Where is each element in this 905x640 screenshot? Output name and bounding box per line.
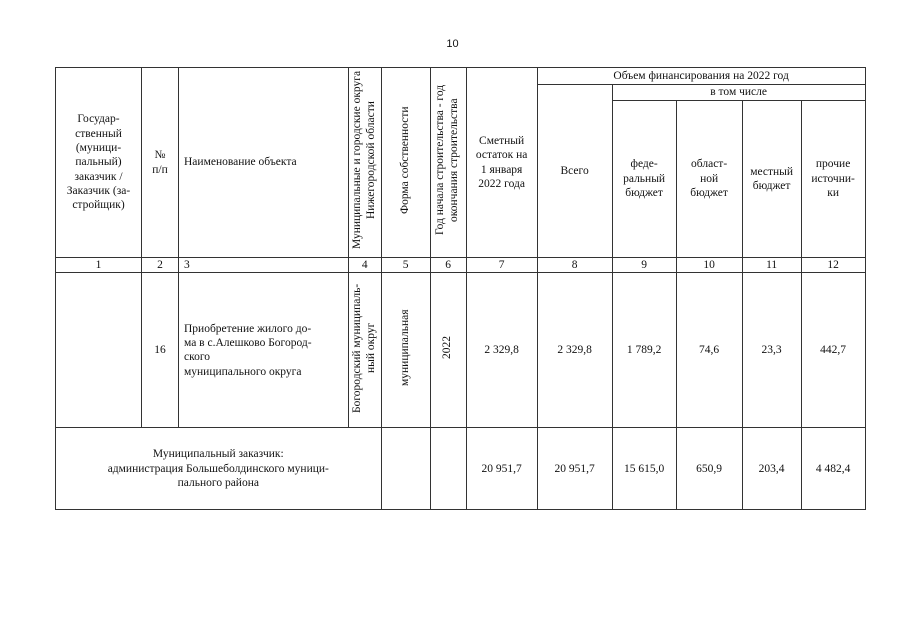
row-estimate: 2 329,8 <box>466 273 537 428</box>
column-number-row <box>56 258 866 273</box>
header-estimate: Сметный остаток на 1 января 2022 года <box>466 68 537 258</box>
row-federal: 1 789,2 <box>612 273 676 428</box>
header-ownership <box>381 68 430 258</box>
summary-empty-6 <box>430 428 466 510</box>
col-num-1: 1 <box>56 258 142 273</box>
row-years <box>430 273 466 428</box>
col-num-5: 5 <box>381 258 430 273</box>
col-num-12: 12 <box>801 258 865 273</box>
financing-table <box>55 67 866 510</box>
col-num-4: 4 <box>349 258 382 273</box>
row-municipality-text: Богородский муниципаль- ный округ <box>351 283 377 413</box>
header-num: № п/п <box>142 68 179 258</box>
header-local: местный бюджет <box>742 101 801 258</box>
header-including: в том числе <box>612 85 865 101</box>
col-num-7: 7 <box>466 258 537 273</box>
header-federal: феде- ральный бюджет <box>612 101 676 258</box>
table-row <box>56 273 866 428</box>
col-num-11: 11 <box>742 258 801 273</box>
header-years <box>430 68 466 258</box>
col-num-8: 8 <box>537 258 612 273</box>
col-num-9: 9 <box>612 258 676 273</box>
header-regional: област- ной бюджет <box>676 101 742 258</box>
row-customer <box>56 273 142 428</box>
header-years-text: Год начала строительства - год окончания строительства <box>434 85 461 236</box>
row-total: 2 329,8 <box>537 273 612 428</box>
row-num: 16 <box>142 273 179 428</box>
header-other: прочие источни- ки <box>801 101 865 258</box>
row-object-name: Приобретение жилого до- ма в с.Алешково Богород- ского муниципального округа <box>179 273 349 428</box>
header-customer: Государ- ственный (муници- пальный) заказчик / Заказчик (за- стройщик) <box>56 68 142 258</box>
page-number: 10 <box>446 38 459 50</box>
summary-regional: 650,9 <box>676 428 742 510</box>
summary-local: 203,4 <box>742 428 801 510</box>
header-municipality-text: Муниципальные и городские округа Нижегородской области <box>351 71 377 250</box>
summary-total: 20 951,7 <box>537 428 612 510</box>
summary-row <box>56 428 866 510</box>
row-local: 23,3 <box>742 273 801 428</box>
row-ownership-text: муниципальная <box>398 309 411 387</box>
header-ownership-text: Форма собственности <box>398 106 411 215</box>
col-num-2: 2 <box>142 258 179 273</box>
summary-estimate: 20 951,7 <box>466 428 537 510</box>
col-num-10: 10 <box>676 258 742 273</box>
row-years-text: 2022 <box>441 336 454 360</box>
row-regional: 74,6 <box>676 273 742 428</box>
summary-federal: 15 615,0 <box>612 428 676 510</box>
summary-other: 4 482,4 <box>801 428 865 510</box>
header-funding-group: Объем финансирования на 2022 год <box>537 68 865 85</box>
row-municipality <box>349 273 382 428</box>
col-num-3: 3 <box>179 258 349 273</box>
header-object-name: Наименование объекта <box>179 68 349 258</box>
row-other: 442,7 <box>801 273 865 428</box>
summary-empty-5 <box>381 428 430 510</box>
row-ownership <box>381 273 430 428</box>
col-num-6: 6 <box>430 258 466 273</box>
header-municipality <box>349 68 382 258</box>
header-total: Всего <box>537 85 612 258</box>
summary-label: Муниципальный заказчик: администрация Большеболдинского муници- пального района <box>56 428 382 510</box>
